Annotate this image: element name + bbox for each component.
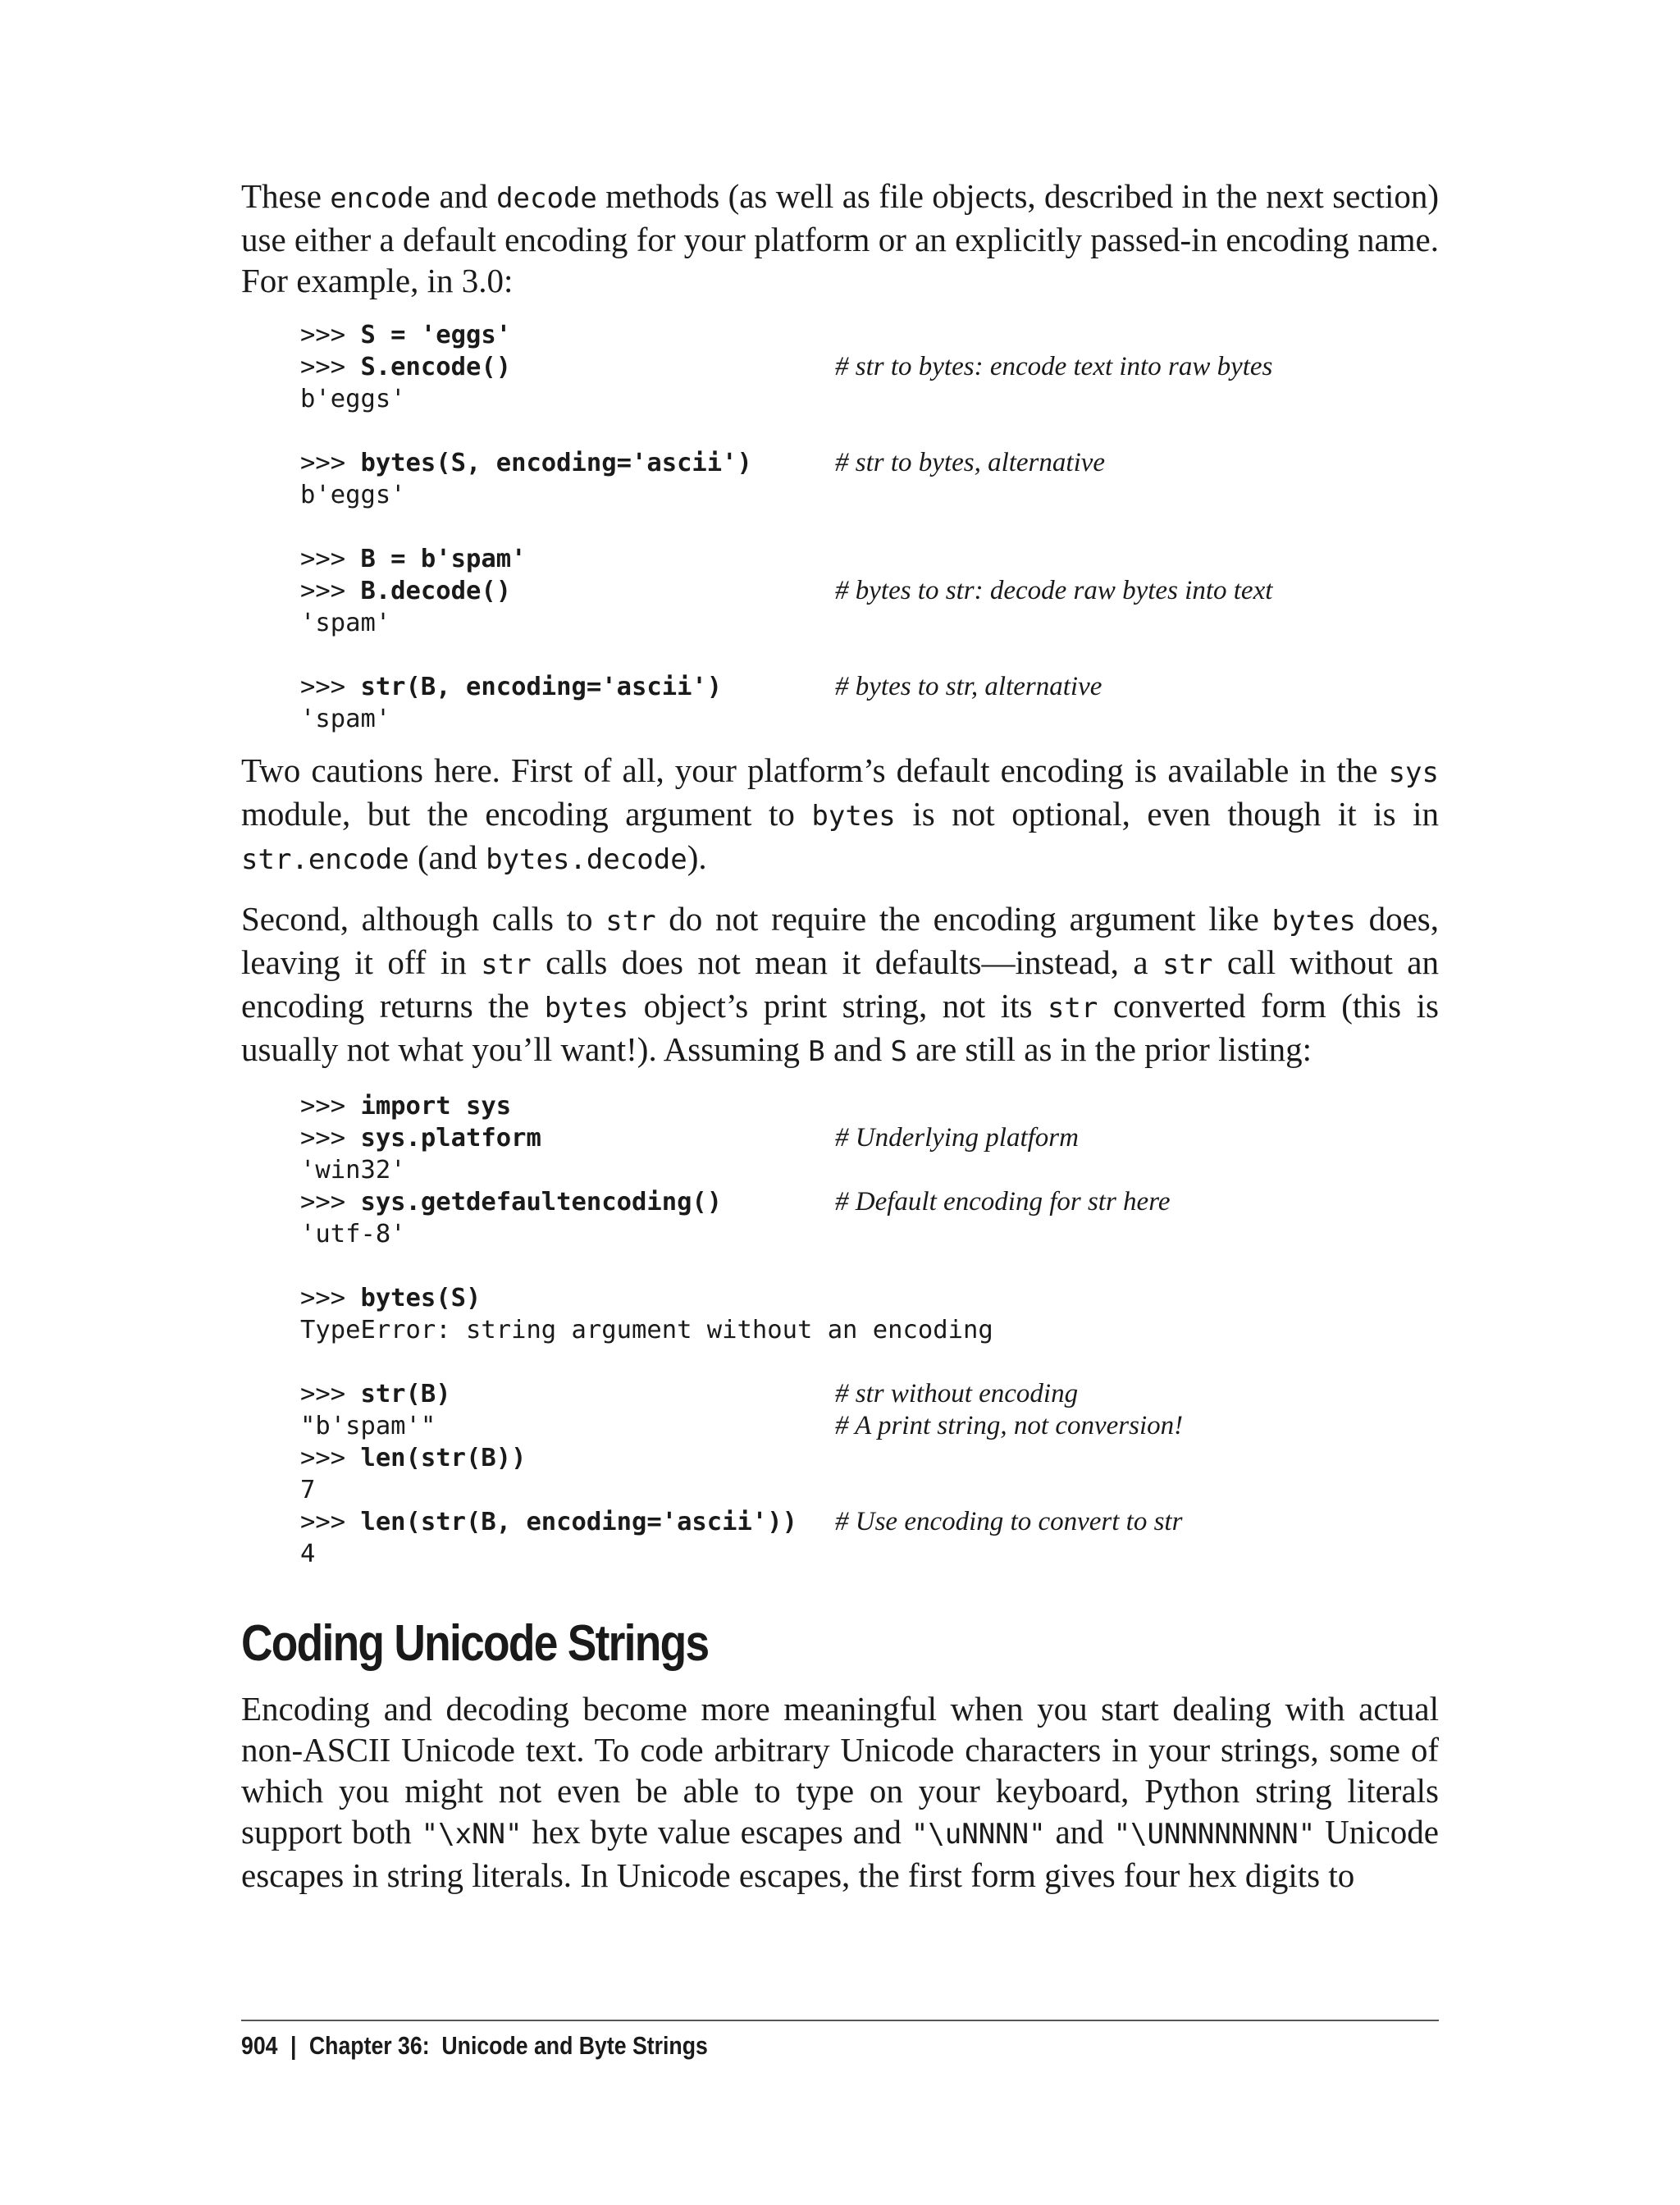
code-statement [300, 1474, 835, 1506]
text-run: and [431, 177, 497, 215]
inline-code: "\uNNNN" [911, 1818, 1046, 1851]
code-line [300, 1410, 1439, 1442]
footer-divider [241, 2020, 1439, 2021]
text-run: do not require the encoding argument like [655, 900, 1272, 938]
code-prompt: >>> [300, 577, 361, 605]
code-input: B = b'spam' [360, 545, 527, 573]
code-comment: # Use encoding to convert to str [835, 1507, 1183, 1536]
code-line [300, 703, 1439, 735]
text-run: call without an encoding returns the [241, 943, 1439, 1025]
code-line [300, 1378, 1439, 1410]
text-run: Second, although calls to [241, 900, 606, 938]
code-output: 'spam' [300, 609, 391, 637]
inline-code: B [808, 1035, 825, 1068]
paragraph-second-caution [241, 898, 1439, 1072]
text-run: and [1045, 1813, 1114, 1851]
code-output: TypeError: string argument without an encoding [300, 1316, 993, 1344]
inline-code: decode [496, 182, 597, 215]
code-input: S = 'eggs' [360, 321, 512, 349]
code-line [300, 1506, 1439, 1538]
code-line [300, 575, 1439, 607]
code-comment: # bytes to str, alternative [835, 672, 1102, 701]
inline-code: "\xNN" [421, 1818, 523, 1851]
page-body [241, 176, 1439, 1914]
text-run: converted form (this is usually not what you’ll want!). Assuming [241, 987, 1440, 1068]
code-output: b'eggs' [300, 385, 406, 413]
code-input: str(B, encoding='ascii') [360, 673, 723, 701]
code-comment: # str to bytes: encode text into raw bytes [835, 352, 1273, 381]
code-input: len(str(B)) [360, 1444, 527, 1472]
code-prompt: >>> [300, 1188, 361, 1217]
code-statement [300, 1122, 835, 1154]
paragraph-unicode-escapes [241, 1688, 1439, 1896]
code-blank-line [300, 511, 1439, 543]
code-output: 7 [300, 1476, 316, 1504]
text-run: and [824, 1030, 891, 1068]
text-run: is not optional, even though it is in [895, 795, 1439, 833]
code-input: B.decode() [360, 577, 512, 605]
code-statement [300, 607, 835, 639]
code-prompt: >>> [300, 545, 361, 573]
inline-code: str.encode [241, 843, 409, 876]
code-listing-sys-encoding [300, 1090, 1439, 1570]
inline-code: "\UNNNNNNNN" [1113, 1818, 1316, 1851]
code-statement [300, 1154, 835, 1186]
text-run: Encoding and decoding become more meaningful when you start dealing with actual non-ASCII Unicode text. To code arbitrary Unicode characters in your strings, some of which you might not even be able to type on your keyboard, Python string literals support both [241, 1690, 1439, 1851]
code-line [300, 1538, 1439, 1570]
inline-code: str [1047, 992, 1098, 1025]
text-run: object’s print string, not its [628, 987, 1048, 1025]
code-input: str(B) [360, 1380, 451, 1408]
inline-code: bytes.decode [486, 843, 687, 876]
code-input: S.encode() [360, 353, 512, 381]
code-prompt: >>> [300, 1508, 361, 1536]
text-run: These [241, 177, 331, 215]
inline-code: encode [330, 182, 431, 215]
text-run: Two cautions here. First of all, your platform’s default encoding is available in the [241, 751, 1389, 789]
code-line [300, 319, 1439, 351]
text-run: methods (as well as file objects, described in the next section) use either a default encoding for your platform or an explicitly passed-in encoding name. For example, in 3.0: [241, 177, 1439, 299]
code-statement [300, 543, 835, 575]
code-input: bytes(S, encoding='ascii') [360, 449, 752, 477]
text-run: hex byte value escapes and [522, 1813, 911, 1851]
code-prompt: >>> [300, 353, 361, 381]
code-statement [300, 1506, 835, 1538]
code-line [300, 1186, 1439, 1218]
code-line [300, 1282, 1439, 1314]
code-statement [300, 1282, 835, 1314]
code-line [300, 351, 1439, 383]
code-statement [300, 1314, 993, 1346]
code-line [300, 543, 1439, 575]
inline-code: str [1162, 948, 1213, 981]
code-blank-line [300, 639, 1439, 671]
code-comment: # Default encoding for str here [835, 1187, 1171, 1217]
code-statement [300, 1442, 835, 1474]
inline-code: S [890, 1035, 907, 1068]
chapter-title: Chapter 36: Unicode and Byte Strings [308, 2031, 708, 2060]
code-statement [300, 383, 835, 415]
code-statement [300, 575, 835, 607]
code-comment: # A print string, not conversion! [835, 1411, 1184, 1440]
code-comment: # str to bytes, alternative [835, 448, 1106, 477]
text-run: calls does not mean it defaults—instead, a [531, 943, 1163, 981]
section-heading: Coding Unicode Strings [241, 1615, 709, 1672]
code-input: len(str(B, encoding='ascii')) [360, 1508, 797, 1536]
text-run: are still as in the prior listing: [906, 1030, 1312, 1068]
text-run: ). [687, 838, 707, 876]
text-run: Unicode escapes in string literals. In Unicode escapes, the first form gives four hex digits to [241, 1813, 1439, 1894]
code-prompt: >>> [300, 321, 361, 349]
code-listing-encode-decode [300, 319, 1439, 735]
code-statement [300, 319, 835, 351]
code-statement [300, 671, 835, 703]
code-prompt: >>> [300, 1124, 361, 1153]
code-output: b'eggs' [300, 481, 406, 509]
code-statement [300, 1378, 835, 1410]
code-prompt: >>> [300, 1284, 361, 1312]
code-output: 'win32' [300, 1156, 406, 1185]
code-output: 'utf-8' [300, 1220, 406, 1249]
code-statement [300, 447, 835, 479]
code-statement [300, 351, 835, 383]
code-prompt: >>> [300, 1092, 361, 1121]
code-comment: # str without encoding [835, 1379, 1079, 1408]
code-input: sys.getdefaultencoding() [360, 1188, 723, 1217]
code-line [300, 671, 1439, 703]
inline-code: bytes [811, 800, 896, 833]
code-input: sys.platform [360, 1124, 541, 1153]
code-statement [300, 479, 835, 511]
code-output: 4 [300, 1540, 316, 1568]
code-comment: # Underlying platform [835, 1123, 1079, 1153]
code-line [300, 607, 1439, 639]
code-output: 'spam' [300, 705, 391, 733]
code-line [300, 1314, 1439, 1346]
inline-code: sys [1388, 756, 1439, 789]
page-number: 904 [241, 2031, 278, 2060]
paragraph-encode-decode-intro [241, 176, 1439, 301]
code-statement [300, 703, 835, 735]
code-statement [300, 1090, 835, 1122]
inline-code: str [481, 948, 532, 981]
code-input: bytes(S) [360, 1284, 482, 1312]
code-line [300, 1090, 1439, 1122]
inline-code: str [605, 905, 656, 938]
code-blank-line [300, 415, 1439, 447]
inline-code: bytes [544, 992, 629, 1025]
code-line [300, 1154, 1439, 1186]
code-blank-line [300, 1346, 1439, 1378]
inline-code: bytes [1271, 905, 1356, 938]
code-output: "b'spam'" [300, 1412, 436, 1440]
paragraph-two-cautions [241, 750, 1439, 880]
code-prompt: >>> [300, 1380, 361, 1408]
code-line [300, 1218, 1439, 1250]
code-statement [300, 1410, 835, 1442]
page-footer [241, 2029, 708, 2062]
code-line [300, 1474, 1439, 1506]
code-statement [300, 1186, 835, 1218]
text-run: module, but the encoding argument to [241, 795, 812, 833]
code-prompt: >>> [300, 673, 361, 701]
code-prompt: >>> [300, 1444, 361, 1472]
code-line [300, 1442, 1439, 1474]
text-run: does, leaving it off in [241, 900, 1439, 981]
code-blank-line [300, 1250, 1439, 1282]
code-prompt: >>> [300, 449, 361, 477]
code-comment: # bytes to str: decode raw bytes into text [835, 576, 1273, 605]
footer-separator: | [290, 2031, 297, 2060]
code-line [300, 1122, 1439, 1154]
text-run: (and [409, 838, 486, 876]
code-statement [300, 1218, 835, 1250]
code-input: import sys [360, 1092, 512, 1121]
code-line [300, 447, 1439, 479]
code-line [300, 479, 1439, 511]
code-statement [300, 1538, 835, 1570]
code-line [300, 383, 1439, 415]
